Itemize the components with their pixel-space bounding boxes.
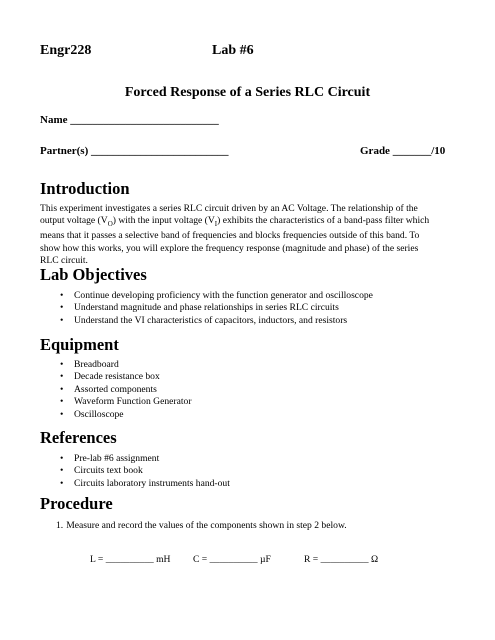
procedure-heading: Procedure (40, 494, 113, 513)
step-number: 1. (56, 520, 64, 531)
objectives-heading: Lab Objectives (40, 265, 147, 284)
name-field: Name ___________________________ (40, 114, 219, 126)
intro-line: output voltage $(V_O)$ with the input voltage $(V_I)$ exhibits the characteristics of a band-pass filter which (40, 215, 430, 229)
introduction-paragraph (40, 203, 460, 267)
list-item: • Circuits laboratory instruments hand-out (60, 478, 230, 490)
inductance-blank: L = __________ mH (90, 554, 171, 565)
intro-line: means that it passes a selective band of frequencies and blocks frequencies outside of this band. To (40, 230, 420, 242)
resistance-blank: R = __________ Ω (304, 554, 379, 565)
list-item: • Continue developing proficiency with the function generator and oscilloscope (60, 290, 373, 302)
grade-field: Grade _______/10 (360, 145, 446, 157)
intro-line: RLC circuit. (40, 254, 88, 266)
intro-line: show how this works, you will explore the frequency response (magnitude and phase) of the series (40, 242, 419, 254)
equipment-list (60, 359, 192, 421)
course-code: Engr228 (40, 43, 92, 58)
objectives-list (60, 290, 373, 327)
intro-line: This experiment investigates a series RLC circuit driven by an AC Voltage. The relationship of the (40, 203, 418, 214)
list-item: • Waveform Function Generator (60, 396, 192, 408)
introduction-heading: Introduction (40, 179, 130, 198)
references-list (60, 453, 230, 490)
lab-number: Lab #6 (212, 43, 254, 58)
references-heading: References (40, 428, 117, 447)
list-item: • Oscilloscope (60, 409, 192, 421)
list-item: • Understand magnitude and phase relationships in series RLC circuits (60, 302, 373, 314)
list-item: • Decade resistance box (60, 371, 192, 383)
list-item: • Understand the VI characteristics of capacitors, inductors, and resistors (60, 315, 373, 327)
procedure-step (56, 520, 347, 531)
equipment-heading: Equipment (40, 335, 119, 354)
capacitance-blank: C = __________ µF (193, 554, 271, 565)
page-title: Forced Response of a Series RLC Circuit (124, 85, 371, 100)
list-item: • Breadboard (60, 359, 192, 371)
list-item: • Pre-lab #6 assignment (60, 453, 230, 465)
list-item: • Assorted components (60, 384, 192, 396)
step-text: Measure and record the values of the components shown in step 2 below. (66, 520, 347, 531)
list-item: • Circuits text book (60, 465, 230, 477)
partners-field: Partner(s) _________________________ (40, 145, 229, 157)
